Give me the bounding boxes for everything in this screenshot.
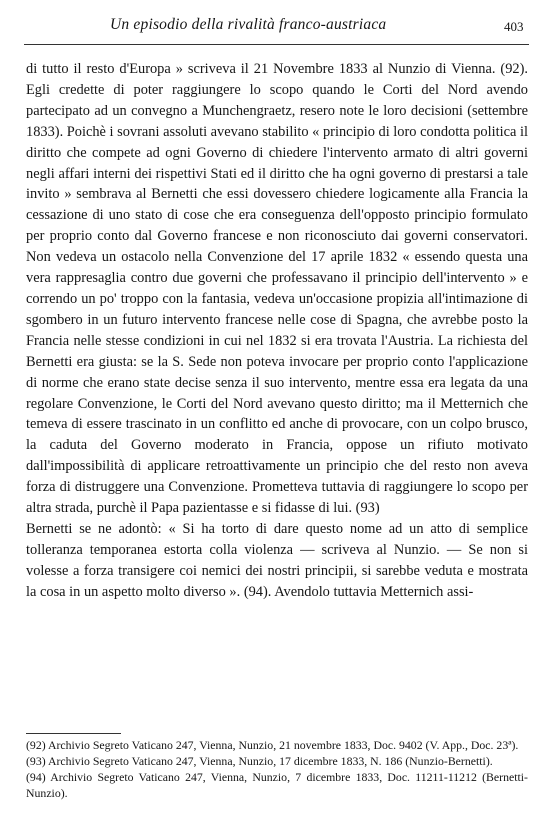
running-title: Un episodio della rivalità franco-austriaca	[110, 16, 387, 33]
footnote: (92) Archivio Segreto Vaticano 247, Vienna, Nunzio, 21 novembre 1833, Doc. 9402 (V. App., Doc. 23ª).	[26, 738, 519, 752]
footnote: (93) Archivio Segreto Vaticano 247, Vienna, Nunzio, 17 dicembre 1833, N. 186 (Nunzio-Bernetti).	[26, 754, 493, 769]
main-text	[26, 59, 528, 603]
header-rule	[24, 44, 529, 45]
page-header	[0, 16, 550, 38]
footnotes	[26, 738, 528, 802]
footnote-separator	[26, 733, 121, 734]
page-number: 403	[504, 19, 524, 34]
paragraph: di tutto il resto d'Europa » scriveva il 21 Novembre 1833 al Nunzio di Vienna. (92). Egli credette di poter raggiungere lo scopo quando le Corti del Nord avendo partecipato ad un convegno a Munchengraetz, resero note le loro decisioni (settembre 1833). Poichè i sovrani assoluti avevano stabilito « principio di loro condotta politica il diritto che compete ad ogni Governo di chiedere l'intervento armato di altri governi negli affari interni dei rispettivi Stati ed il diritto che ha ogni governo di prestarsi a tale invito » sembrava al Bernetti che essi dovessero chiedere logicamente alla Francia la cessazione di uno stato di cose che era conseguenza dell'opposto principio formulato per proprio conto dal Governo francese e non riconosciuto dai governi conservatori. Non vedeva un ostacolo nella Convenzione del 17 aprile 1832 « essendo questa una vera rappresaglia contro due governi che professavano il principio dell'intervento » e correndo un po' troppo con la fantasia, vedeva un'occasione propizia all'intimazione di sgombero in un futuro intervento francese nelle cose di Spagna, che avrebbe posto la Francia nelle stesse condizioni in cui nel 1832 si era trovata l'Austria. La richiesta del Bernetti era giusta: se la S. Sede non poteva invocare per proprio conto l'applicazione di norme che erano state decise senza il suo intervento, mentre essa era legata da una regolare Convenzione, le Corti del Nord avevano questo diritto; ma il Metternich che temeva di essere trascinato in un conflitto ed anche di provocare, con un colpo brusco, la caduta del Governo moderato in Francia, oppose un rifiuto motivato dall'impossibilità di applicare retroattivamente un principio che del resto non aveva forza di distruggere una Convenzione. Prometteva tuttavia di raggiungere lo scopo per altra strada, purchè il Papa pazientasse e si fidasse di lui. (93)	[26, 61, 528, 517]
footnote: (94) Archivio Segreto Vaticano 247, Vienna, Nunzio, 7 dicembre 1833, Doc. 11211-11212 (Bernetti-Nunzio).	[26, 770, 528, 800]
paragraph: Bernetti se ne adontò: « Si ha torto di dare questo nome ad un atto di semplice tolleranza temporanea estorta colla violenza — scriveva al Nunzio. — Se non si volesse a forza transigere coi nemici dei nostri principii, si sarebbe veduta e mostrata la cosa in un aspetto molto diverso ». (94). Avendolo tuttavia Metternich assi-	[26, 520, 528, 600]
